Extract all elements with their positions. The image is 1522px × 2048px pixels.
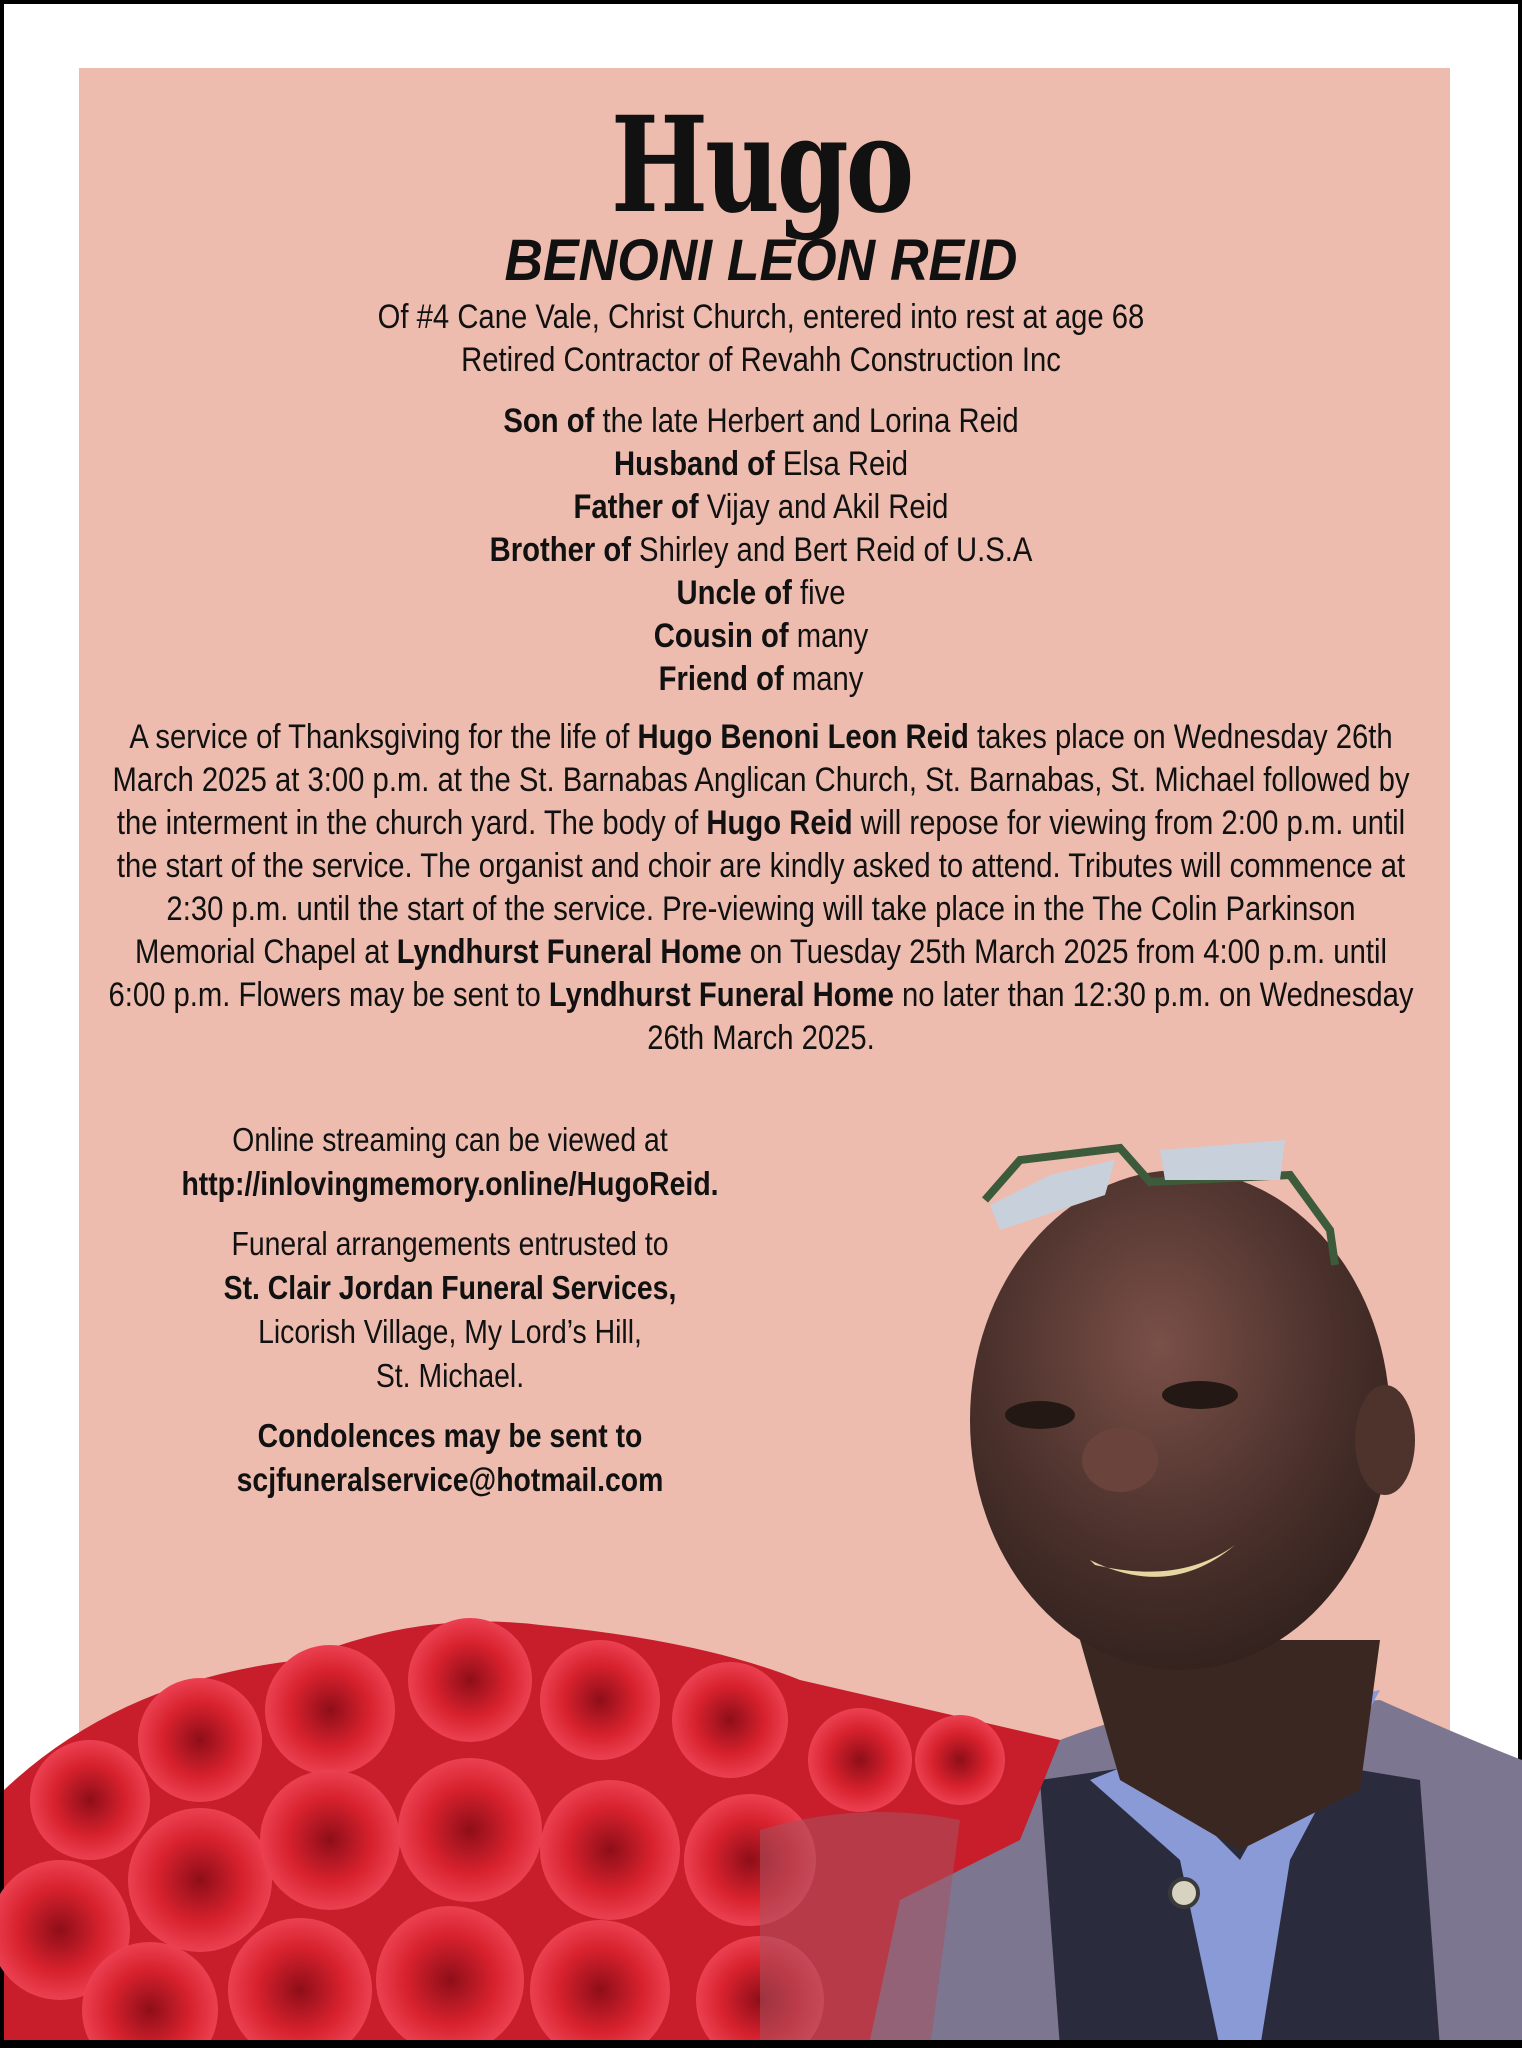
funeral-home-name-flowers: Lyndhurst Funeral Home (548, 976, 894, 1014)
full-name-subheading: BENONI LEON REID (504, 228, 1018, 293)
relation-father: Father of Vijay and Akil Reid (573, 488, 949, 526)
relation-uncle: Uncle of five (676, 574, 846, 612)
bottom-border (0, 2040, 1522, 2048)
arrangements-intro: Funeral arrangements entrusted to (231, 1225, 669, 1262)
condolences-intro: Condolences may be sent to (257, 1417, 643, 1454)
deceased-full-name: Hugo Benoni Leon Reid (637, 718, 969, 756)
first-name-heading: Hugo (610, 88, 912, 243)
company-address-line2: St. Michael. (375, 1357, 525, 1394)
relation-brother: Brother of Shirley and Bert Reid of U.S.A (489, 531, 1033, 569)
occupation-line: Retired Contractor of Revahh Construction Inc (461, 341, 1061, 379)
relation-cousin: Cousin of many (653, 617, 869, 655)
residence-and-occupation (107, 296, 1416, 382)
relation-son: Son of the late Herbert and Lorina Reid (503, 402, 1019, 440)
funeral-home-name: Lyndhurst Funeral Home (396, 933, 742, 971)
residence-line: Of #4 Cane Vale, Christ Church, entered into rest at age 68 (377, 298, 1145, 336)
relations-list (107, 400, 1416, 701)
funeral-service-company: St. Clair Jordan Funeral Services, (223, 1269, 677, 1306)
streaming-info (158, 1118, 743, 1206)
relation-friend: Friend of many (658, 660, 864, 698)
service-details-paragraph: A service of Thanksgiving for the life of Hugo Benoni Leon Reid takes place on Wednesday 26th March 2025 at 3:00 p.m. at the St. Barnabas Anglican Church, St. Barnabas, St. Michael followed by the interment in the church yard. The body of Hugo Reid will repose for viewing from 2:00 p.m. until the start of the service. The organist and choir are kindly asked to attend. Tributes will commence at 2:30 p.m. until the start of the service. Pre-viewing will take place in the The Colin Parkinson Memorial Chapel at Lyndhurst Funeral Home on Tuesday 25th March 2025 from 4:00 p.m. until 6:00 p.m. Flowers may be sent to Lyndhurst Funeral Home no later than 12:30 p.m. on Wednesday 26th March 2025. (108, 718, 1414, 1057)
condolences-info (158, 1414, 743, 1502)
streaming-intro: Online streaming can be viewed at (232, 1121, 668, 1158)
deceased-short-name: Hugo Reid (706, 804, 853, 842)
condolences-email[interactable]: scjfuneralservice@hotmail.com (236, 1461, 664, 1498)
relation-husband: Husband of Elsa Reid (613, 445, 909, 483)
streaming-link[interactable]: http://inlovingmemory.online/HugoReid. (181, 1165, 719, 1202)
funeral-arrangements (158, 1222, 743, 1398)
company-address-line1: Licorish Village, My Lord’s Hill, (258, 1313, 642, 1350)
